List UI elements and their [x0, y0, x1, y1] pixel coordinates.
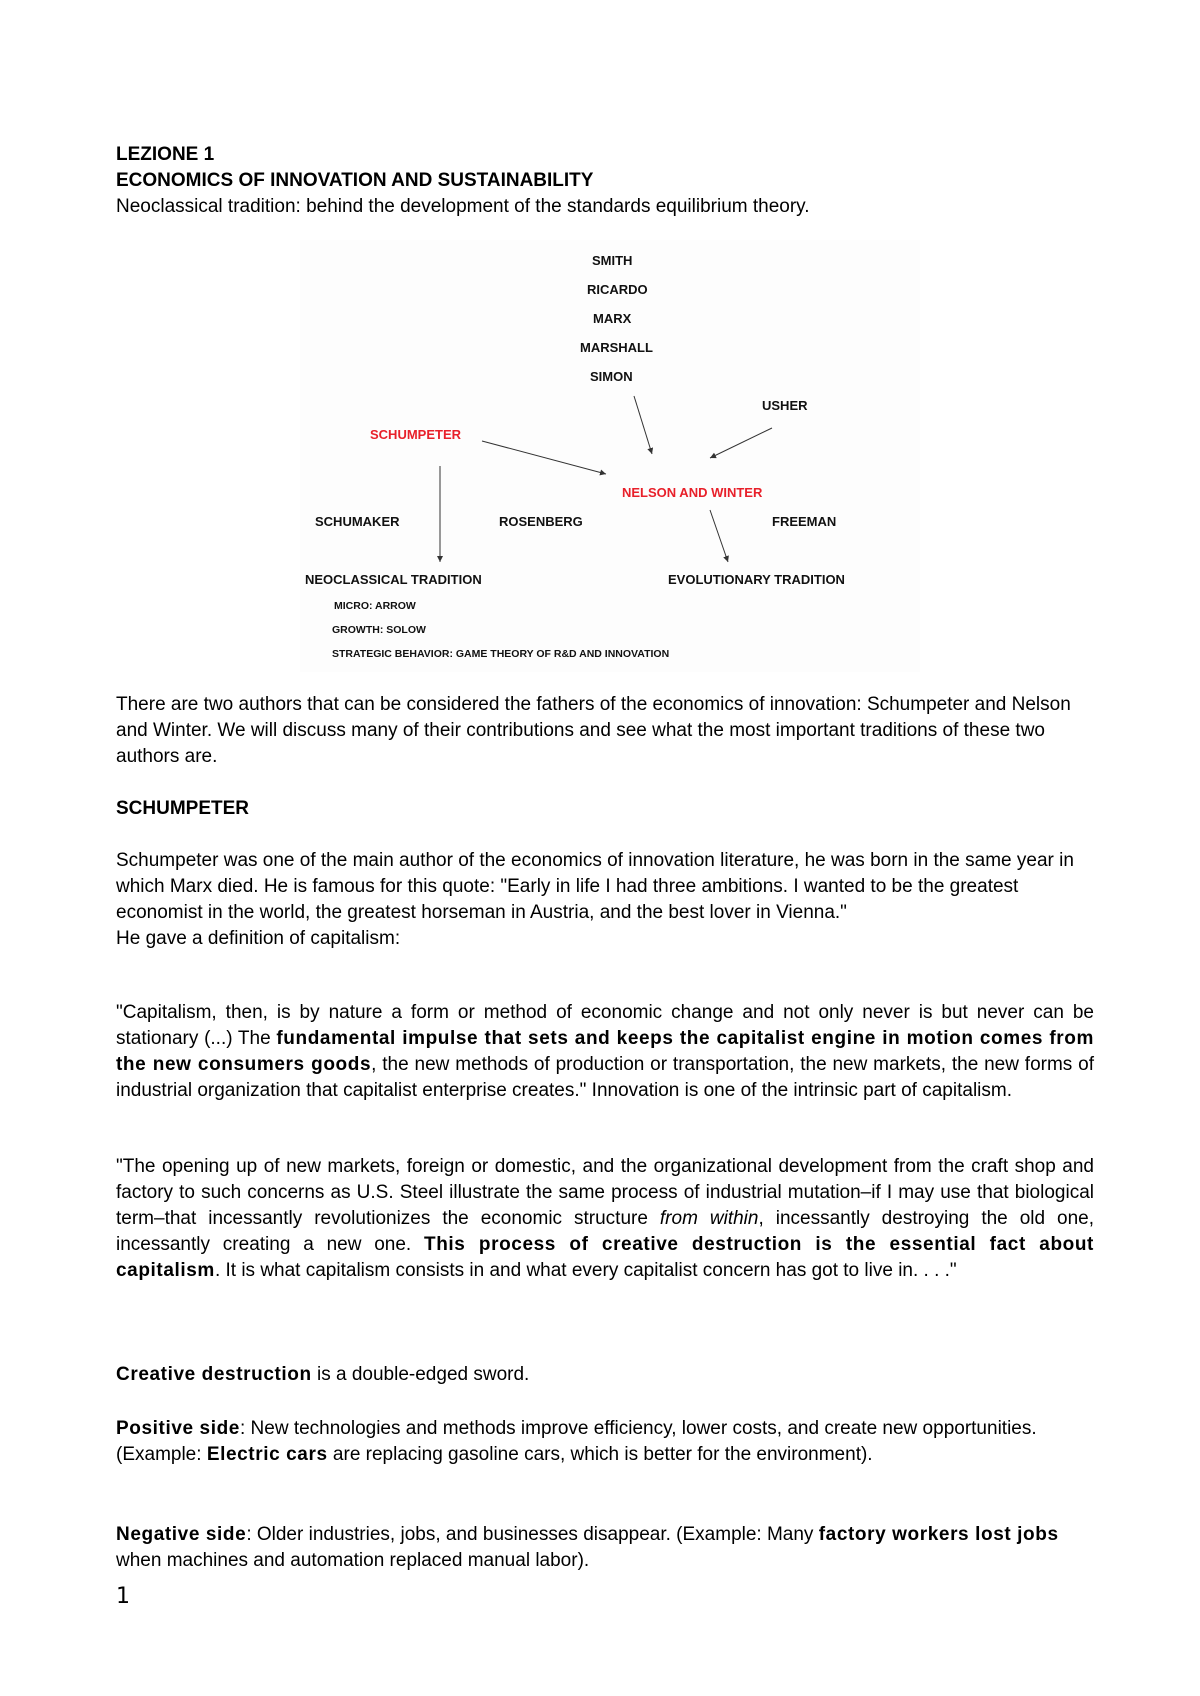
creative-destruction-line [116, 1362, 1094, 1388]
positive-side-text [116, 1416, 1094, 1468]
creative-destruction-rest: is a double-edged sword. [311, 1364, 530, 1385]
quote2-bold: This process of creative destruction is the essential fact about capitalism [116, 1234, 1094, 1281]
positive-text1: : New technologies and methods improve efficiency, lower costs, and create new opportunities. (Example: [116, 1418, 1037, 1465]
node-ricardo: RICARDO [587, 282, 648, 297]
quote1-part1: "Capitalism, then, is by nature a form or method of economic change and not only never is but never can be stationary (...) The [116, 1002, 1094, 1049]
quote2-part3: . It is what capitalism consists in and what every capitalist concern has got to live in. . . ." [214, 1260, 957, 1281]
authors-diagram-svg [300, 240, 920, 672]
node-simon: SIMON [590, 369, 633, 384]
negative-side-text [116, 1522, 1094, 1574]
definition-intro: He gave a definition of capitalism: [116, 928, 401, 949]
node-rosenberg: ROSENBERG [499, 514, 583, 529]
quote2-italic: from within [659, 1208, 759, 1229]
lesson-label: LEZIONE 1 [116, 144, 215, 165]
quote1-bold: fundamental impulse that sets and keeps the capitalist engine in motion comes from the new consumers goods [116, 1028, 1094, 1075]
node-evolutionary-tradition: EVOLUTIONARY TRADITION [668, 572, 845, 587]
fathers-paragraph: There are two authors that can be considered the fathers of the economics of innovation: Schumpeter and Nelson and Winter. We will discuss many of their contributions and see what the most important traditions of these two authors are. [116, 694, 1071, 767]
positive-side-label: Positive side [116, 1418, 240, 1439]
quote2-part1: "The opening up of new markets, foreign or domestic, and the organizational development from the craft shop and factory to such concerns as U.S. Steel illustrate the same process of industrial mutation–if I may use that biological term–that incessantly revolutionizes the economic structure [116, 1156, 1094, 1229]
negative-side-label: Negative side [116, 1524, 247, 1545]
course-title: ECONOMICS OF INNOVATION AND SUSTAINABILITY [116, 170, 594, 191]
node-usher: USHER [762, 398, 808, 413]
node-marshall: MARSHALL [580, 340, 653, 355]
authors-diagram [300, 240, 920, 672]
node-freeman: FREEMAN [772, 514, 837, 529]
node-schumpeter: SCHUMPETER [370, 427, 462, 442]
schumpeter-heading: SCHUMPETER [116, 798, 250, 819]
quote-creative-destruction-text [116, 1154, 1094, 1284]
node-nelson-winter: NELSON AND WINTER [622, 485, 763, 500]
negative-bold: factory workers lost jobs [818, 1524, 1059, 1545]
fathers-section [116, 692, 1094, 770]
schumpeter-bio: Schumpeter was one of the main author of the economics of innovation literature, he was born in the same year in which Marx died. He is famous for this quote: "Early in life I had three ambitions. I wanted to be the greatest economist in the world, the greatest horseman in Austria, and the best lover in Vienna." [116, 850, 1074, 923]
neo-detail-micro: MICRO: ARROW [334, 600, 416, 612]
node-smith: SMITH [592, 253, 633, 268]
node-neoclassical-tradition: NEOCLASSICAL TRADITION [305, 572, 482, 587]
node-marx: MARX [593, 311, 632, 326]
creative-destruction-block [116, 1362, 1094, 1388]
quote-capitalism [116, 1000, 1094, 1104]
neo-detail-strategic: STRATEGIC BEHAVIOR: GAME THEORY OF R&D AND INNOVATION [332, 648, 670, 660]
header [116, 142, 1094, 220]
quote2-part2: , incessantly destroying the old one, incessantly creating a new one. [116, 1208, 1095, 1255]
negative-side-block [116, 1522, 1094, 1574]
quote-creative-destruction [116, 1154, 1094, 1284]
neo-detail-growth: GROWTH: SOLOW [332, 624, 426, 636]
creative-destruction-term: Creative destruction [116, 1364, 312, 1385]
quote-capitalism-text [116, 1000, 1094, 1104]
page-number: 1 [116, 1584, 130, 1609]
positive-bold: Electric cars [206, 1444, 328, 1465]
negative-text2: when machines and automation replaced manual labor). [116, 1550, 590, 1571]
quote1-part2: , the new methods of production or transportation, the new markets, the new forms of industrial organization that capitalist enterprise creates." Innovation is one of the intrinsic part of capitalism. [116, 1054, 1094, 1101]
intro-text: Neoclassical tradition: behind the development of the standards equilibrium theory. [116, 196, 810, 217]
node-schumaker: SCHUMAKER [315, 514, 400, 529]
schumpeter-bio-block [116, 848, 1094, 952]
negative-text1: : Older industries, jobs, and businesses disappear. (Example: Many [246, 1524, 819, 1545]
schumpeter-heading-block [116, 796, 1094, 822]
positive-side-block [116, 1416, 1094, 1468]
positive-text2: are replacing gasoline cars, which is better for the environment). [327, 1444, 873, 1465]
